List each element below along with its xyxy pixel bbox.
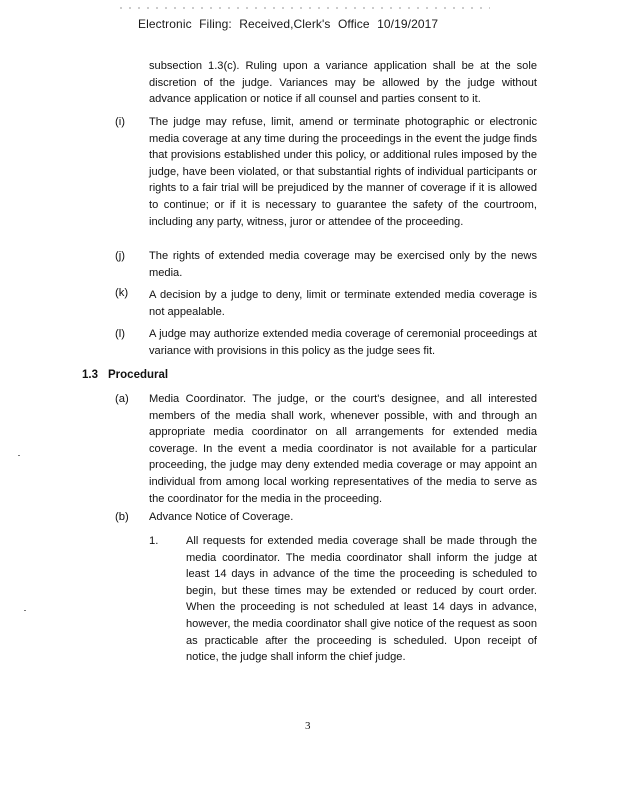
item-label-i: (i): [115, 116, 126, 128]
scan-speck: [18, 455, 20, 456]
item-label-k: (k): [115, 287, 129, 299]
item-text-l: A judge may authorize extended media coverage of ceremonial proceedings at variance with provisions in this policy as the judge sees fit.: [149, 328, 537, 357]
item-text-i: The judge may refuse, limit, amend or terminate photographic or electronic media coverage at any time during the proceedings in the event the judge finds that provisions established under this policy, or additional rules imposed by the judge, have been violated, or that substantial rights of individual participants or rights to a fair trial will be prejudiced by the manner of coverage if it is allowed to continue; or if it is necessary to guarantee the safety of the courtroom, including any party, witness, juror or attendee of the proceeding.: [149, 116, 537, 228]
continuation-paragraph: subsection 1.3(c). Ruling upon a variance application shall be at the sole discretion of the judge. Variances may be allowed by the judge without advance application or notice if all counsel and parties consent to it.: [149, 60, 537, 106]
item-label-l: (l): [115, 328, 126, 340]
item-label-j: (j): [115, 250, 126, 262]
page-number: 3: [305, 720, 311, 732]
section-item-label-b: (b): [115, 511, 129, 523]
scan-noise: [120, 7, 490, 9]
section-number: 1.3: [82, 369, 98, 381]
scan-speck: [24, 610, 26, 611]
item-text-j: The rights of extended media coverage may be exercised only by the news media.: [149, 250, 537, 279]
section-title: Procedural: [108, 369, 169, 381]
section-item-label-a: (a): [115, 393, 129, 405]
item-text-k: A decision by a judge to deny, limit or terminate extended media coverage is not appealable.: [149, 289, 537, 318]
subitem-text-1: All requests for extended media coverage shall be made through the media coordinator. The media coordinator shall inform the judge at least 14 days in advance of the time the proceeding is scheduled to begin, but these times may be extended or reduced by court order. When the proceeding is not scheduled at least 14 days in advance, however, the media coordinator shall give notice of the request as soon as practicable after the proceeding is scheduled. Upon receipt of notice, the judge shall inform the chief judge.: [186, 535, 537, 664]
section-item-text-b: Advance Notice of Coverage.: [149, 511, 294, 523]
filing-stamp: Electronic Filing: Received,Clerk's Office 10/19/2017: [138, 17, 439, 31]
subitem-label-1: 1.: [149, 535, 159, 547]
section-item-text-a: Media Coordinator. The judge, or the court's designee, and all interested members of the media shall work, whenever possible, with and through an appropriate media coordinator on all arrangements for extended media coverage. In the event a media coordinator is not available for a particular proceeding, the judge may deny extended media coverage or may appoint an individual from among local working representatives of the media to serve as the coordinator for the media in the proceeding.: [149, 393, 537, 505]
